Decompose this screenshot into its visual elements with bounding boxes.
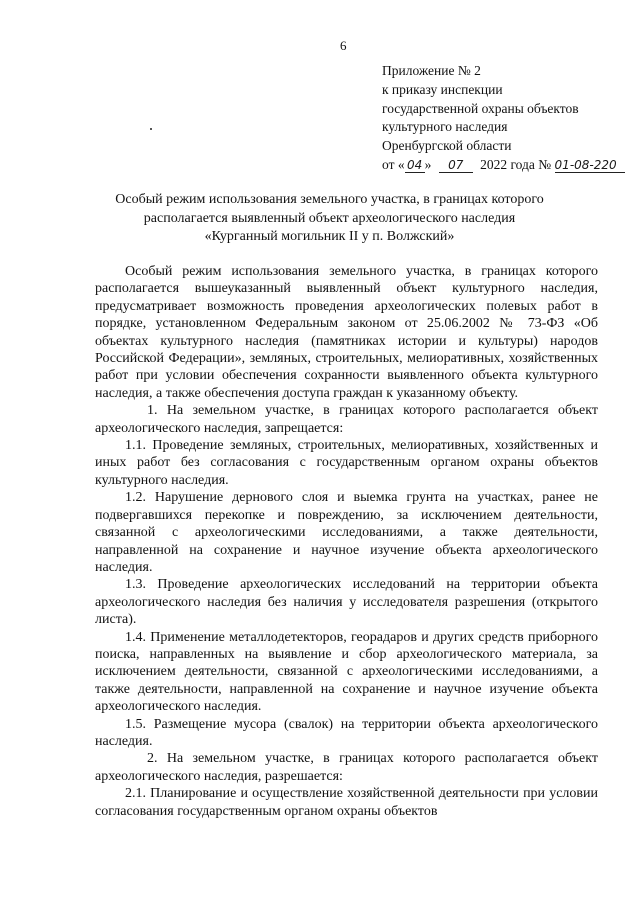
document-title <box>60 191 599 247</box>
date-prefix: от « <box>382 156 405 172</box>
handwritten-day: 04 <box>405 158 425 173</box>
scan-speck <box>150 128 152 130</box>
handwritten-order-number: 01-08-220 <box>555 158 625 173</box>
appendix-date-line <box>382 156 625 175</box>
document-body <box>95 263 598 820</box>
date-mid: » <box>424 156 432 172</box>
appendix-line: Оренбургской области <box>382 138 512 154</box>
section-1-paragraph: 1. На земельном участке, в границах которого располагается объект археологического наследия, запрещается: <box>95 403 598 436</box>
handwritten-month: 07 <box>439 158 473 173</box>
item-1-5-paragraph: 1.5. Размещение мусора (свалок) на территории объекта археологического наследия. <box>95 716 598 749</box>
item-2-1-paragraph: 2.1. Планирование и осуществление хозяйственной деятельности при условии согласования государственным органом охраны объектов <box>95 786 598 819</box>
title-line: Особый режим использования земельного участка, в границах которого <box>115 192 544 207</box>
page-number: 6 <box>340 38 347 53</box>
title-line: «Курганный могильник II у п. Волжский» <box>204 229 455 244</box>
appendix-line: государственной охраны объектов <box>382 100 579 116</box>
appendix-line: к приказу инспекции <box>382 81 503 97</box>
appendix-line: Приложение № 2 <box>382 63 481 78</box>
intro-paragraph: Особый режим использования земельного участка, в границах которого располагается вышеуказанный выявленный объект культурного наследия, предусматривает возможность проведения археологических полевых работ в порядке, установленном Федеральным законом от 25.06.2002 № 73-ФЗ «Об объектах культурного наследия (памятниках истории и культуры) народов Российской Федерации», земляных, строительных, мелиоративных, хозяйственных работ при условии обеспечения сохранности выявленного объекта культурного наследия, а также обеспечения доступа граждан к указанному объекту. <box>95 264 598 401</box>
title-line: располагается выявленный объект археологического наследия <box>143 210 516 226</box>
item-1-2-paragraph: 1.2. Нарушение дернового слоя и выемка грунта на участках, ранее не подвергавшихся перекопке и повреждению, за исключением деятельности, связанной с археологическими исследованиями, а также деятельности, направленной на сохранение и научное изучение объекта археологического наследия. <box>95 490 598 575</box>
appendix-line: культурного наследия <box>382 119 508 135</box>
appendix-header <box>382 62 625 175</box>
year-text: 2022 года № <box>480 156 552 172</box>
item-1-1-paragraph: 1.1. Проведение земляных, строительных, мелиоративных, хозяйственных и иных работ без согласования с государственным органом охраны объектов культурного наследия. <box>95 438 598 488</box>
section-2-paragraph: 2. На земельном участке, в границах которого располагается объект археологического наследия, разрешается: <box>95 751 598 784</box>
item-1-4-paragraph: 1.4. Применение металлодетекторов, георадаров и других средств приборного поиска, направленных на выявление и сбор археологического материала, за исключением деятельности, связанной с археологическими исследованиями, а также деятельности, направленной на сохранение и научное изучение объекта археологического наследия. <box>95 629 598 715</box>
item-1-3-paragraph: 1.3. Проведение археологических исследований на территории объекта археологического наследия без наличия у исследователя разрешения (открытого листа). <box>95 577 598 628</box>
